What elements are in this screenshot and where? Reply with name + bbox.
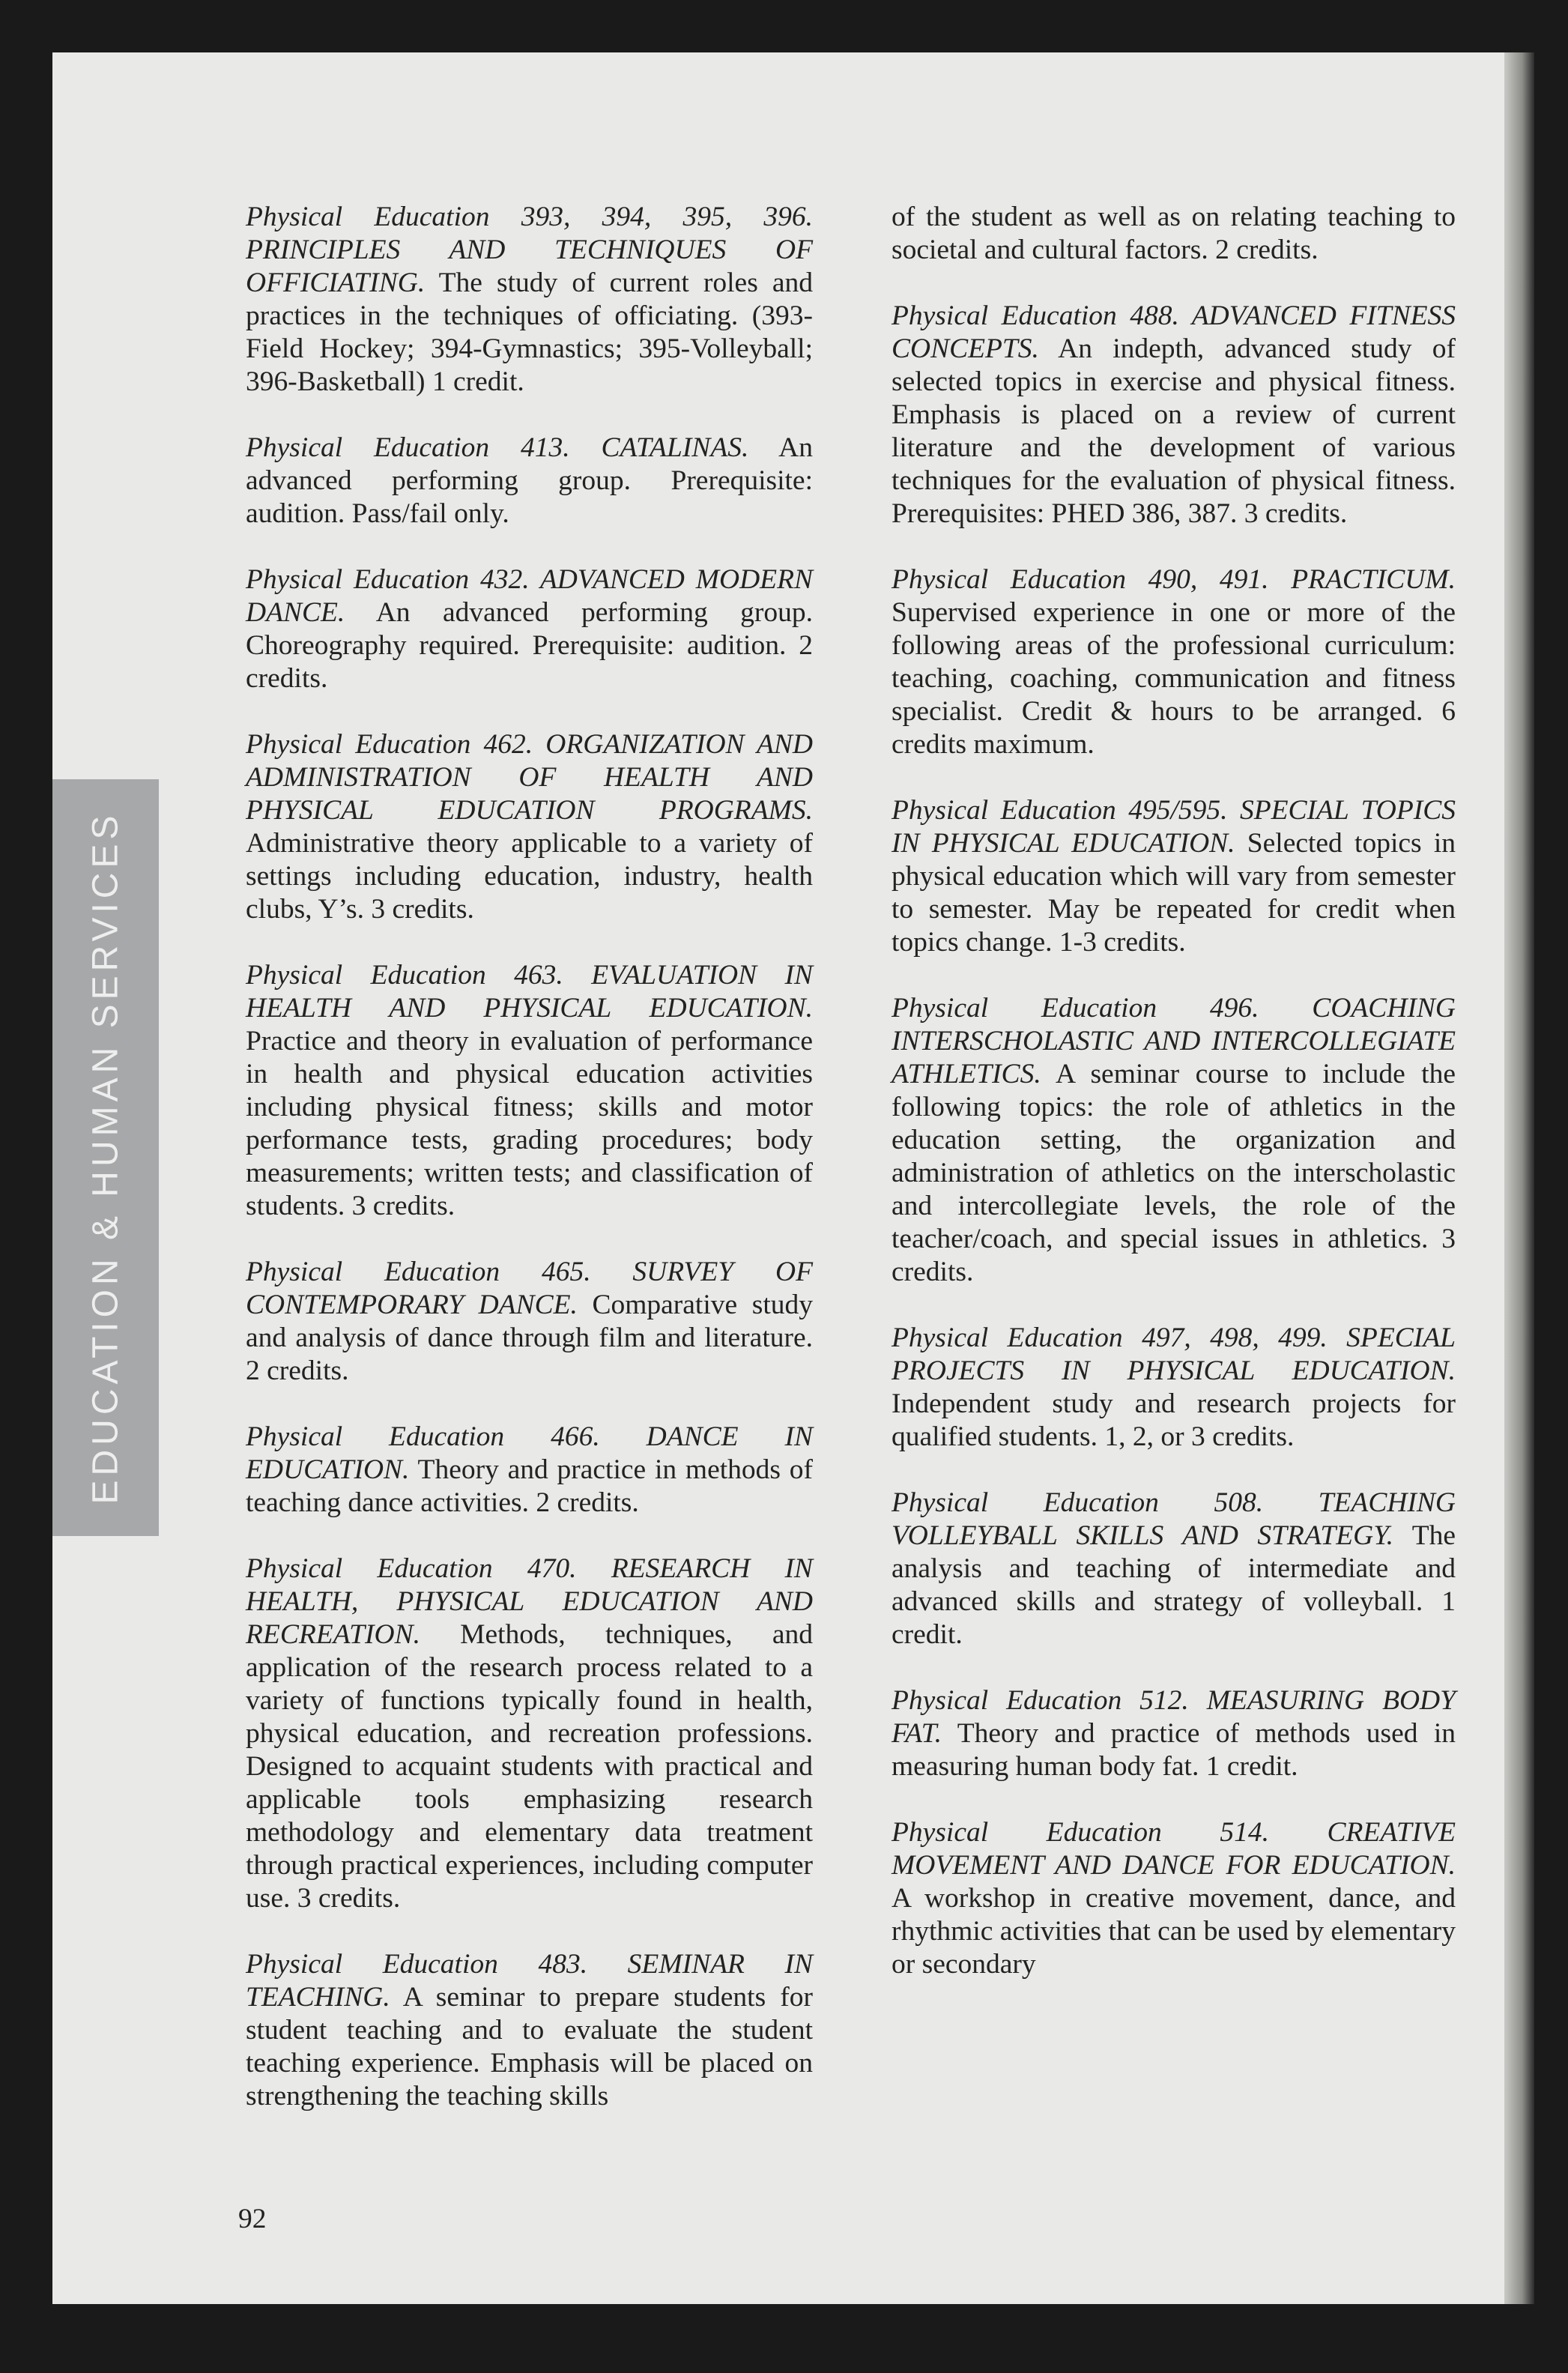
course-entry-continued — [892, 201, 1456, 267]
course-entry — [246, 432, 813, 530]
course-entry — [246, 1256, 813, 1388]
right-column — [892, 201, 1456, 2014]
course-entry — [892, 1684, 1456, 1783]
course-entry — [246, 201, 813, 399]
course-description: The study of current roles and practices in the techniques of officiating. (393-Field Hockey; 394-Gymnastics; 395-Volleyball; 396-Basketball) 1 credit. — [246, 267, 813, 397]
course-entry — [246, 1553, 813, 1915]
course-title: Physical Education 497, 498, 499. SPECIAL PROJECTS IN PHYSICAL EDUCATION. — [892, 1322, 1456, 1386]
course-entry — [892, 563, 1456, 761]
course-title: Physical Education 488. ADVANCED FITNESS CONCEPTS. — [892, 300, 1456, 364]
course-entry — [892, 1322, 1456, 1454]
course-title: Physical Education 432. ADVANCED MODERN DANCE. — [246, 564, 813, 628]
course-description: of the student as well as on relating teaching to societal and cultural factors. 2 credits. — [892, 202, 1456, 265]
course-entry — [892, 992, 1456, 1289]
course-description: A seminar to prepare students for student teaching and to evaluate the student teaching experience. Emphasis will be placed on strengthening the teaching skills — [246, 1982, 813, 2111]
course-description: The analysis and teaching of intermediate and advanced skills and strategy of volleyball. 1 credit. — [892, 1520, 1456, 1650]
course-entry — [246, 959, 813, 1223]
course-title: Physical Education 466. DANCE IN EDUCATION. — [246, 1421, 813, 1485]
course-description: Selected topics in physical education which will vary from semester to semester. May be repeated for credit when topics change. 1-3 credits. — [892, 828, 1456, 958]
course-entry — [246, 563, 813, 695]
course-title: Physical Education 413. CATALINAS. — [246, 432, 749, 463]
course-description: Comparative study and analysis of dance through film and literature. 2 credits. — [246, 1290, 814, 1386]
course-title: Physical Education 393, 394, 395, 396. PRINCIPLES AND TECHNIQUES OF OFFICIATING. — [246, 202, 813, 298]
course-description: Theory and practice of methods used in measuring human body fat. 1 credit. — [892, 1718, 1456, 1782]
course-title: Physical Education 496. COACHING INTERSCHOLASTIC AND INTERCOLLEGIATE ATHLETICS. — [892, 993, 1456, 1089]
course-entry — [892, 794, 1456, 959]
course-description: Methods, techniques, and application of the research process related to a variety of functions typically found in health, physical education, and recreation professions. Designed to acquaint students with practical and applicable tools emphasizing research methodology and elementary data treatment through practical experiences, including computer use. 3 credits. — [246, 1619, 813, 1914]
course-description: A seminar course to include the following topics: the role of athletics in the education setting, the organization and administration of athletics on the interscholastic and intercollegiate levels, the role of the teacher/coach, and special issues in athletics. 3 credits. — [892, 1059, 1456, 1287]
course-description: Supervised experience in one or more of the following areas of the professional curriculum: teaching, coaching, communication and fitness specialist. Credit & hours to be arranged. 6 credits maximum. — [892, 597, 1456, 760]
course-entry — [246, 728, 813, 926]
course-title: Physical Education 508. TEACHING VOLLEYBALL SKILLS AND STRATEGY. — [892, 1487, 1456, 1551]
course-description: Independent study and research projects for qualified students. 1, 2, or 3 credits. — [892, 1388, 1456, 1452]
course-description: Practice and theory in evaluation of performance in health and physical education activities including physical fitness; skills and motor performance tests, grading procedures; body measurements; written tests; and classification of students. 3 credits. — [246, 1026, 813, 1221]
course-description: Theory and practice in methods of teaching dance activities. 2 credits. — [246, 1454, 813, 1518]
course-title: Physical Education 495/595. SPECIAL TOPICS IN PHYSICAL EDUCATION. — [892, 795, 1456, 859]
left-column — [246, 201, 813, 2146]
page-spine — [1504, 52, 1534, 2304]
course-description: An advanced performing group. Prerequisite: audition. Pass/fail only. — [246, 432, 813, 529]
course-description: A workshop in creative movement, dance, and rhythmic activities that can be used by elementary or secondary — [892, 1883, 1456, 1980]
course-entry — [892, 1487, 1456, 1651]
course-title: Physical Education 462. ORGANIZATION AND ADMINISTRATION OF HEALTH AND PHYSICAL EDUCATION PROGRAMS. — [246, 729, 813, 826]
course-entry — [892, 300, 1456, 530]
course-title: Physical Education 514. CREATIVE MOVEMENT AND DANCE FOR EDUCATION. — [892, 1817, 1456, 1881]
course-title: Physical Education 490, 491. PRACTICUM. — [892, 564, 1456, 595]
course-description: Administrative theory applicable to a variety of settings including education, industry, health clubs, Y’s. 3 credits. — [246, 828, 813, 925]
section-side-tab-label: EDUCATION & HUMAN SERVICES — [85, 811, 126, 1505]
course-entry — [892, 1816, 1456, 1981]
course-title: Physical Education 512. MEASURING BODY FAT. — [892, 1685, 1456, 1749]
course-entry — [246, 1948, 813, 2113]
course-description: An indepth, advanced study of selected topics in exercise and physical fitness. Emphasis is placed on a review of current literature and the development of various techniques for the evaluation of physical fitness. Prerequisites: PHED 386, 387. 3 credits. — [892, 333, 1456, 529]
course-description: An advanced performing group. Choreography required. Prerequisite: audition. 2 credits. — [246, 597, 814, 694]
page-number: 92 — [238, 2204, 267, 2234]
course-title: Physical Education 463. EVALUATION IN HEALTH AND PHYSICAL EDUCATION. — [246, 960, 813, 1024]
course-title: Physical Education 483. SEMINAR IN TEACHING. — [246, 1949, 813, 2013]
course-title: Physical Education 470. RESEARCH IN HEALTH, PHYSICAL EDUCATION AND RECREATION. — [246, 1553, 813, 1650]
course-entry — [246, 1421, 813, 1520]
course-title: Physical Education 465. SURVEY OF CONTEMPORARY DANCE. — [246, 1257, 813, 1320]
